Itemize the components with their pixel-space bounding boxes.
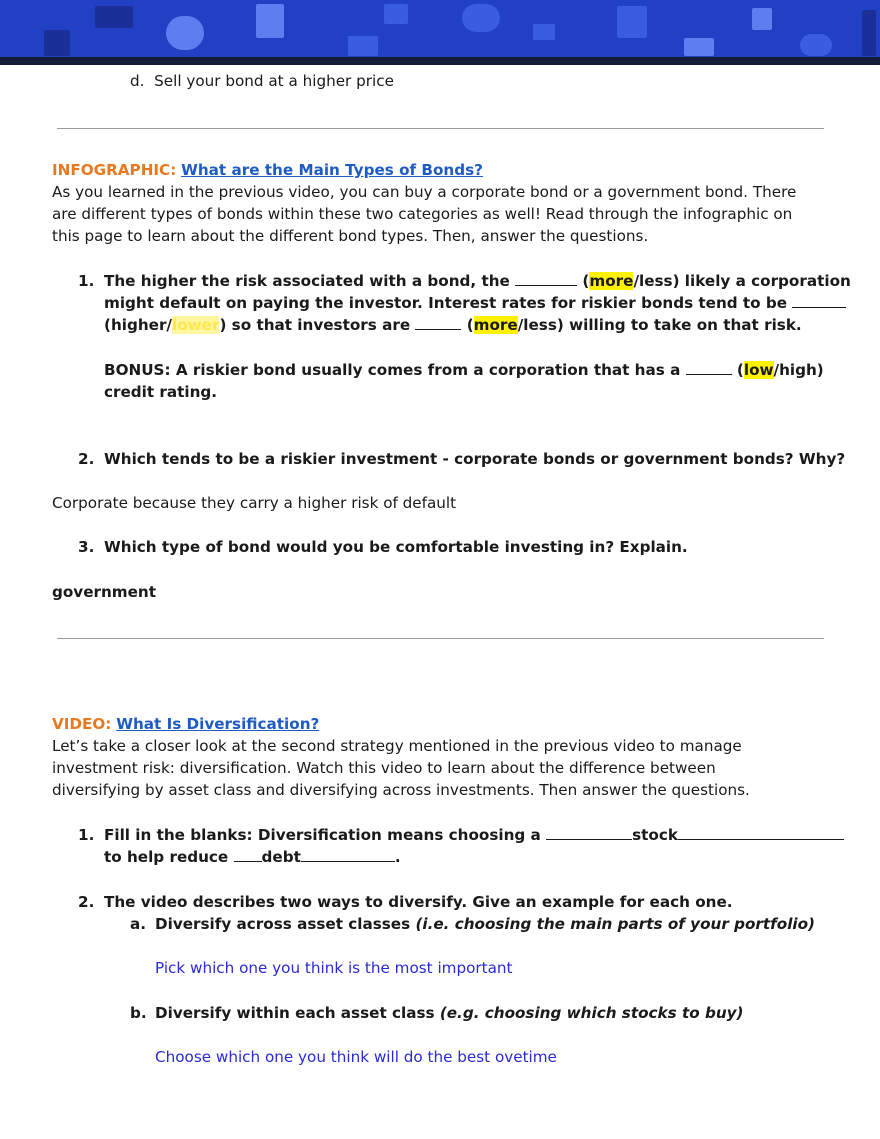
answer-blank[interactable] (301, 847, 395, 862)
video-question-2-text: The video describes two ways to diversify. Give an example for each one. (104, 893, 733, 911)
question-number: 2. (78, 893, 95, 911)
question-1-line-1: The higher the risk associated with a bond, the (more/less) likely a corporation (104, 272, 851, 290)
answer-blank[interactable] (686, 360, 732, 375)
previous-option-d: d. Sell your bond at a higher price (130, 72, 394, 90)
answer-b-text[interactable]: Choose which one you think will do the best ovetime (155, 1048, 557, 1066)
document-icon (256, 4, 284, 38)
video-intro-line-2: investment risk: diversification. Watch this video to learn about the difference between (52, 759, 716, 777)
answer-a-text[interactable]: Pick which one you think is the most important (155, 959, 513, 977)
sub-question-b: Diversify within each asset class (e.g. choosing which stocks to buy) (155, 1004, 744, 1022)
calculator-icon (384, 4, 408, 24)
bonus-line-1: BONUS: A riskier bond usually comes from a corporation that has a (low/high) (104, 361, 824, 379)
sub-question-letter: a. (130, 915, 147, 933)
video-link[interactable]: What Is Diversification? (116, 715, 320, 733)
piggy-bank-icon (462, 4, 500, 32)
sub-question-letter: b. (130, 1004, 147, 1022)
infographic-intro-line-3: this page to learn about the different bond types. Then, answer the questions. (52, 227, 649, 245)
divider (57, 638, 824, 639)
question-2-text: Which tends to be a riskier investment - corporate bonds or government bonds? Why? (104, 450, 846, 468)
infographic-intro-line-1: As you learned in the previous video, you can buy a corporate bond or a government bond. There (52, 183, 797, 201)
video-question-1-line-2: to help reduce debt . (104, 848, 401, 866)
piggy-bank-icon (800, 34, 832, 56)
divider (57, 128, 824, 129)
video-intro-line-3: diversifying by asset class and diversifying across investments. Then answer the questions. (52, 781, 750, 799)
header-banner (0, 0, 880, 65)
video-heading: VIDEO: What Is Diversification? (52, 715, 320, 733)
answer-blank[interactable] (515, 271, 577, 286)
folder-icon (348, 36, 378, 56)
answer-2-text[interactable]: Corporate because they carry a higher risk of default (52, 494, 457, 512)
answer-blank[interactable] (546, 825, 632, 840)
video-question-1-line-1: Fill in the blanks: Diversification means choosing a stock (104, 824, 844, 846)
piggy-bank-icon (166, 16, 204, 50)
folder-icon (684, 38, 714, 56)
bonus-line-2: credit rating. (104, 383, 218, 401)
question-number: 3. (78, 538, 95, 556)
answer-blank[interactable] (234, 847, 262, 862)
question-1-line-3: (higher/lower) so that investors are (more/less) willing to take on that risk. (104, 316, 802, 334)
answer-3-text[interactable]: government (52, 583, 157, 601)
infographic-intro-line-2: are different types of bonds within these two categories as well! Read through the infographic on (52, 205, 793, 223)
video-intro-line-1: Let’s take a closer look at the second strategy mentioned in the previous video to manage (52, 737, 742, 755)
question-number: 2. (78, 450, 95, 468)
calculator-icon (752, 8, 772, 30)
infographic-link[interactable]: What are the Main Types of Bonds? (181, 161, 483, 179)
calculator-icon (617, 6, 647, 38)
question-number: 1. (78, 272, 95, 290)
answer-blank[interactable] (792, 293, 846, 308)
question-number: 1. (78, 826, 95, 844)
question-3-text: Which type of bond would you be comfortable investing in? Explain. (104, 538, 688, 556)
sub-question-a: Diversify across asset classes (i.e. choosing the main parts of your portfolio) (155, 915, 815, 933)
question-1-line-2: might default on paying the investor. Interest rates for riskier bonds tend to be (104, 292, 846, 314)
answer-blank[interactable] (678, 825, 844, 840)
folder-icon (533, 24, 555, 40)
infographic-heading: INFOGRAPHIC: What are the Main Types of Bonds? (52, 161, 483, 179)
answer-blank[interactable] (415, 315, 461, 330)
